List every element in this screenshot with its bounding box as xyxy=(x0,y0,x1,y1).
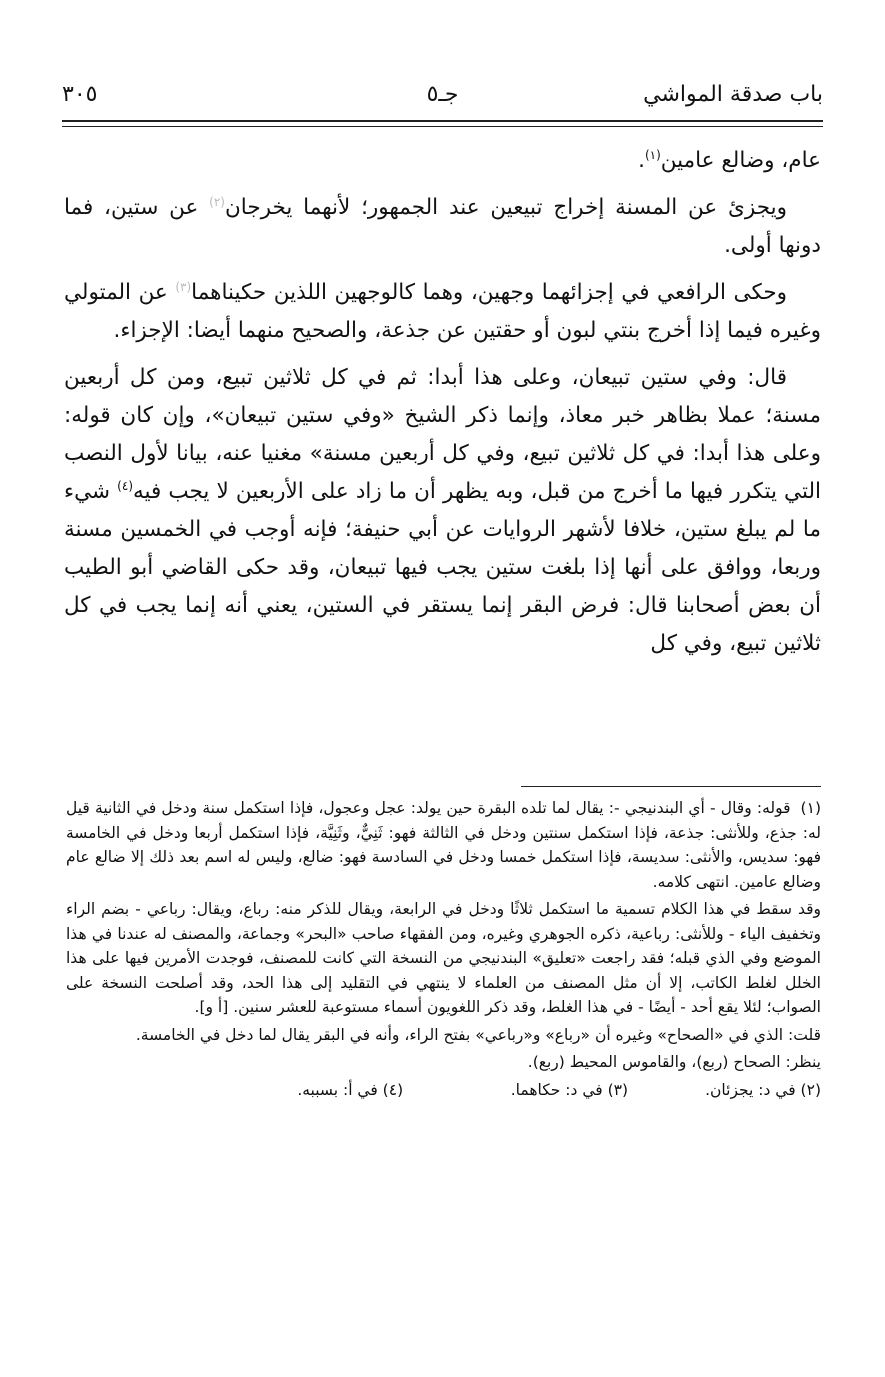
footnote-line xyxy=(66,1078,821,1103)
header-rule-thin xyxy=(62,126,823,127)
paragraph-text: شيء ما لم يبلغ ستين، خلافا لأشهر الروايات عن أبي حنيفة؛ فإنه أوجب في الخمسين مسنة وربعا، ووافق على أنها إذا بلغت ستين يجب فيها تبيعان، وقد حكى القاضي أبو الطيب أن بعض أصحابنا قال: فرض البقر إنما يستقر في الستين، يعني أنه إنما يجب في كل ثلاثين تبيع، وفي كل xyxy=(64,479,821,656)
paragraph-text: قال: وفي ستين تبيعان، وعلى هذا أبدا: ثم في كل ثلاثين تبيع، ومن كل أربعين مسنة؛ عملا بظاهر خبر معاذ، وإنما ذكر الشيخ «وفي ستين تبيعان»، وإن كان قوله: وعلى هذا أبدا: في كل ثلاثين تبيع، وفي كل أربعين مسنة» مغنيا عنه، بيانا لأول النصب التي يتكرر فيها ما أخرج من قبل، وبه يظهر أن ما زاد على الأربعين لا يجب فيه xyxy=(64,365,821,504)
paragraph-text: عن ستين، فما دونها أولى. xyxy=(64,195,821,258)
footnote-paragraph: قلت: الذي في «الصحاح» وغيره أن «رباع» و«رباعي» بفتح الراء، وأنه في البقر يقال لما دخل في الخامسة. xyxy=(135,1025,821,1044)
paragraph xyxy=(64,274,821,350)
footnote-paragraph: وقد سقط في هذا الكلام تسمية ما استكمل ثلاثًا ودخل في الرابعة، ويقال للذكر منه: رباع، ويقال: رباعي - بضم الراء وتخفيف الياء - وللأنثى: رباعية، ذكره الجوهري وغيره، ومن الفقهاء صاحب «البحر» وجماعة، والمصنف له عندنا في هذا الموضع وفي الذي قبله؛ فقد راجعت «تعليق» البندنيجي من النسخة التي كانت للمصنف، فوجدت الأمرين فيها على هذا الخلل لغلط الكاتب، إلا أن مثل المصنف من العلماء لا ينتهي في التقليد إلى هذا الحد، وقد أصلحت النسخة على الصواب؛ لئلا يقع أحد - أيضًا - في هذا الغلط، وقد ذكر اللغويون أسماء مستوعبة للعشر سنين. [أ و]. xyxy=(66,900,821,1016)
footnote-marker: (٣) xyxy=(175,279,192,294)
footnote-marker: (٢) xyxy=(209,194,225,209)
volume-label: جـ٥ xyxy=(426,82,459,107)
paragraph-text: . xyxy=(638,148,645,173)
paragraph-text: عن المتولي وغيره فيما إذا أخرج بنتي لبون أو حقتين عن جذعة، والصحيح منهما أيضا: الإجزاء. xyxy=(64,280,821,343)
footnote-3: (٣) في د: حكاهما. xyxy=(510,1080,629,1099)
footnote-marker: (٤) xyxy=(117,478,133,493)
footnote-separator xyxy=(521,786,821,787)
paragraph-text: عام، وضالع عامين xyxy=(660,148,821,173)
paragraph xyxy=(64,189,821,265)
page-number: ٣٠٥ xyxy=(62,82,98,107)
paragraph xyxy=(64,359,821,663)
footnote-text: قوله: وقال - أي البندنيجي -: يقال لما تلده البقرة حين يولد: عجل وعجول، فإذا استكمل سنة ودخل في الثانية قيل له: جذع، وللأنثى: جذعة، فإذا استكمل سنتين ودخل في الثالثة فهو: ثَنِيٌّ، وثَنِيَّة، فإذا استكمل أربعا ودخل في الخامسة فهو: سديس، والأنثى: سديسة، فإذا استكمل خمسا ودخل في السادسة فهو: ضالع، وليس له اسم بعد ذلك إلا ضالع عام وضالع عامين. انتهى كلامه. xyxy=(66,799,821,891)
footnote xyxy=(66,796,821,894)
paragraph-text: وحكى الرافعي في إجزائهما وجهين، وهما كالوجهين اللذين حكيناهما xyxy=(191,280,787,305)
footnotes xyxy=(66,796,821,1105)
footnote-paragraph: ينظر: الصحاح (ربع)، والقاموس المحيط (ربع). xyxy=(527,1053,821,1071)
main-text xyxy=(64,142,821,672)
footnote-4: (٤) في أ: بسببه. xyxy=(297,1080,404,1099)
header-rule xyxy=(62,120,823,122)
footnote-marker: (١) xyxy=(644,147,661,162)
paragraph-text: ويجزئ عن المسنة إخراج تبيعين عند الجمهور؛ لأنهما يخرجان xyxy=(224,195,787,220)
footnote-2: (٢) في د: يجزئان. xyxy=(705,1080,821,1099)
running-title: باب صدقة المواشي xyxy=(643,82,823,107)
footnote-number: (١) xyxy=(800,799,821,817)
page-header xyxy=(62,82,823,118)
paragraph xyxy=(64,142,821,180)
